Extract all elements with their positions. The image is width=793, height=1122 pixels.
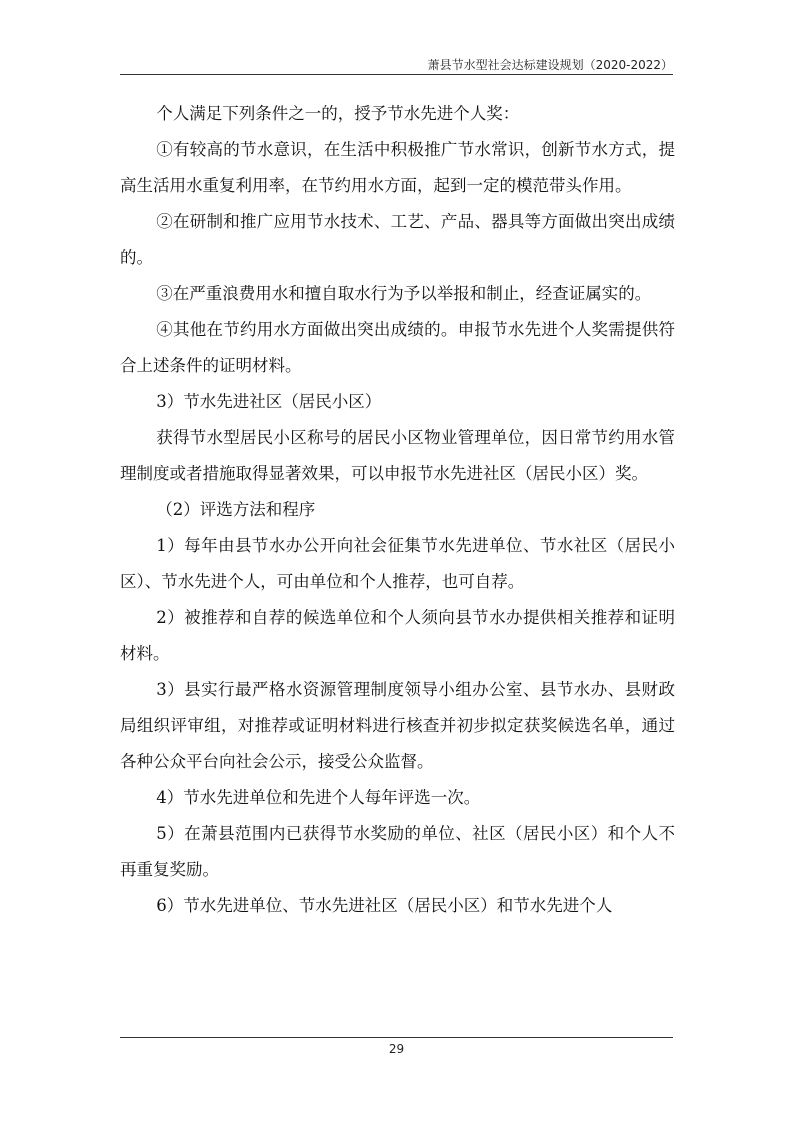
paragraph: ③在严重浪费用水和擅自取水行为予以举报和制止，经查证属实的。 <box>156 284 652 303</box>
paragraph: 2）被推荐和自荐的候选单位和个人须向县节水办提供相关推荐和证明材料。 <box>120 608 675 663</box>
page-header: 萧县节水型社会达标建设规划（2020-2022） <box>427 58 673 72</box>
paragraph: 6）节水先进单位、节水先进社区（居民小区）和节水先进个人 <box>156 896 613 915</box>
paragraph: ①有较高的节水意识，在生活中积极推广节水常识，创新节水方式，提高生活用水重复利用率，在节约用水方面，起到一定的模范带头作用。 <box>120 140 675 195</box>
paragraph: 1）每年由县节水办公开向社会征集节水先进单位、节水社区（居民小区）、节水先进个人，可由单位和个人推荐，也可自荐。 <box>120 536 675 591</box>
paragraph: 获得节水型居民小区称号的居民小区物业管理单位，因日常节约用水管理制度或者措施取得显著效果，可以申报节水先进社区（居民小区）奖。 <box>120 428 675 483</box>
paragraph: 个人满足下列条件之一的，授予节水先进个人奖： <box>156 104 520 123</box>
page-number: 29 <box>388 1042 405 1056</box>
section-heading: 3）节水先进社区（居民小区） <box>156 392 382 411</box>
paragraph: ②在研制和推广应用节水技术、工艺、产品、器具等方面做出突出成绩的。 <box>120 212 675 267</box>
section-heading: （2）评选方法和程序 <box>156 500 316 519</box>
paragraph: 5）在萧县范围内已获得节水奖励的单位、社区（居民小区）和个人不再重复奖励。 <box>120 824 675 879</box>
header-divider <box>120 74 673 75</box>
paragraph: 3）县实行最严格水资源管理制度领导小组办公室、县节水办、县财政局组织评审组，对推荐或证明材料进行核查并初步拟定获奖候选名单，通过各种公众平台向社会公示，接受公众监督。 <box>120 680 675 771</box>
paragraph: 4）节水先进单位和先进个人每年评选一次。 <box>156 788 481 807</box>
document-body <box>120 96 675 924</box>
footer-divider <box>120 1037 673 1038</box>
paragraph: ④其他在节约用水方面做出突出成绩的。申报节水先进个人奖需提供符合上述条件的证明材料。 <box>120 320 675 375</box>
